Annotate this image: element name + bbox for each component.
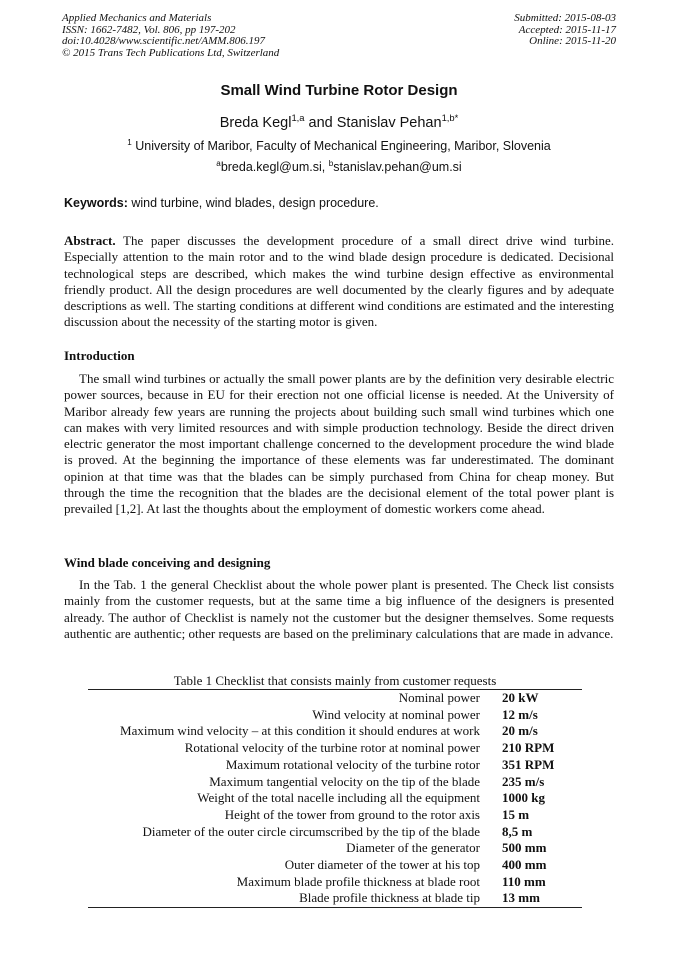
- requirement-value: 110 mm: [502, 873, 546, 889]
- wind-blade-heading: Wind blade conceiving and designing: [64, 555, 271, 570]
- table-row: [88, 723, 582, 740]
- requirement-value: 20 kW: [502, 690, 539, 705]
- copyright: © 2015 Trans Tech Publications Ltd, Switzerland: [62, 46, 280, 59]
- table-row: [88, 690, 582, 707]
- requirement-value: 500 mm: [502, 840, 547, 856]
- requirement-value: 210 RPM: [502, 740, 555, 756]
- table-row: [88, 824, 582, 841]
- abstract: [64, 233, 614, 331]
- table-row: [88, 757, 582, 774]
- authors: [0, 112, 678, 131]
- checklist-table: [88, 690, 582, 907]
- journal-info: [62, 13, 279, 59]
- dates-info: [514, 13, 616, 48]
- table-row: [88, 890, 582, 907]
- requirement-label: Outer diameter of the tower at his top: [284, 857, 480, 873]
- author-2-sup: 1,b*: [441, 112, 459, 124]
- table-bottom-rule: [88, 907, 582, 908]
- table-row: [88, 790, 582, 807]
- wind-blade-text: In the Tab. 1 the general Checklist about the whole power plant is presented. The Check list consists mainly from the customer requests, but at the same time a big influence of the designers is presented already. The author of Checklist is namely not the customer but the designer themselves. Some requests authentic are authentic; other requests are based on the preliminary calculations that are made in advance.: [64, 577, 614, 641]
- requirement-value: 13 mm: [502, 890, 540, 906]
- requirement-value: 1000 kg: [502, 790, 545, 806]
- keywords-text: wind turbine, wind blades, design procedure.: [127, 196, 379, 210]
- keywords-label: Keywords:: [64, 196, 128, 210]
- requirement-label: Maximum blade profile thickness at blade root: [236, 873, 480, 889]
- emails: [0, 160, 678, 174]
- requirement-label: Rotational velocity of the turbine rotor at nominal power: [184, 740, 480, 756]
- abstract-text: The paper discusses the development procedure of a small direct drive wind turbine. Especially attention to the main rotor and to the wind blade design procedure is dedicated. Decisional technological steps are described, which makes the wind turbine design effective as environmental friendly product. All the design procedures are well documented by the clearly figures and by adequate descriptions as well. The starting conditions at different wind conditions are estimated and the interesting discussion about the necessity of the starting motor is given.: [64, 233, 614, 330]
- keywords: [64, 196, 379, 210]
- requirement-value: 235 m/s: [502, 773, 545, 789]
- accepted-date: Accepted: 2015-11-17: [518, 23, 616, 36]
- table-row: [88, 840, 582, 857]
- table-row: [88, 874, 582, 891]
- requirement-value: 351 RPM: [502, 756, 555, 772]
- requirement-value: 400 mm: [502, 857, 547, 873]
- abstract-label: Abstract.: [64, 233, 116, 248]
- introduction-heading: Introduction: [64, 348, 135, 363]
- requirement-label: Maximum tangential velocity on the tip of the blade: [209, 773, 480, 789]
- author-2: Stanislav Pehan: [336, 115, 442, 131]
- email-a: breda.kegl@um.si,: [220, 160, 329, 174]
- table-caption: Table 1 Checklist that consists mainly from customer requests: [173, 673, 497, 688]
- affiliation: [0, 139, 678, 153]
- email-b-sup: b: [328, 158, 334, 168]
- author-1: Breda Kegl: [219, 115, 292, 131]
- affil-text: University of Maribor, Faculty of Mechanical Engineering, Maribor, Slovenia: [131, 139, 551, 153]
- requirement-label: Height of the tower from ground to the rotor axis: [224, 806, 480, 822]
- email-b: stanislav.pehan@um.si: [333, 160, 462, 174]
- online-date: Online: 2015-11-20: [529, 35, 616, 47]
- author-1-sup: 1,a: [291, 112, 305, 124]
- requirement-label: Wind velocity at nominal power: [312, 706, 480, 722]
- requirement-label: Nominal power: [398, 690, 480, 705]
- introduction-body: [64, 371, 614, 518]
- requirement-label: Diameter of the generator: [346, 840, 480, 856]
- journal-name: Applied Mechanics and Materials: [62, 12, 212, 24]
- requirement-label: Maximum rotational velocity of the turbine rotor: [225, 756, 480, 772]
- requirement-value: 15 m: [502, 806, 530, 822]
- table-row: [88, 857, 582, 874]
- email-a-sup: a: [216, 158, 221, 168]
- affil-sup: 1: [127, 137, 132, 147]
- paper-title: Small Wind Turbine Rotor Design: [220, 82, 458, 99]
- requirement-label: Weight of the total nacelle including all the equipment: [197, 790, 480, 806]
- wind-blade-body: [64, 577, 614, 642]
- requirement-value: 20 m/s: [502, 723, 538, 739]
- requirement-value: 8,5 m: [502, 823, 533, 839]
- submitted-date: Submitted: 2015-08-03: [514, 12, 616, 24]
- table-row: [88, 774, 582, 791]
- authors-and: and: [304, 115, 337, 131]
- requirement-label: Diameter of the outer circle circumscribed by the tip of the blade: [142, 823, 480, 839]
- table-row: [88, 807, 582, 824]
- requirement-label: Maximum wind velocity – at this condition it should endures at work: [120, 723, 480, 739]
- issn: ISSN: 1662-7482, Vol. 806, pp 197-202: [62, 23, 236, 36]
- table-row: [88, 707, 582, 724]
- requirement-label: Blade profile thickness at blade tip: [299, 890, 480, 906]
- introduction-text: The small wind turbines or actually the small power plants are by the definition very desirable electric power sources, because in EU for their erection not one official license is needed. At the University of Maribor already few years are running the projects about building such small wind turbines which one can makes with very limited resources and with simple production technology. Beside the direct driven electric generator the most important challenge concerned to the development procedure the wind blade is proved. At the beginning the importance of these elements was far underestimated. The dominant opinion at that time was that the blades can be simply purchased from China for cheap money. But through the time the recognition that the blades are the decisional element of the total power plant is prevailed [1,2]. At last the thoughts about the employment of domestic workers come ahead.: [64, 371, 614, 517]
- table-row: [88, 740, 582, 757]
- requirement-value: 12 m/s: [502, 706, 538, 722]
- doi: doi:10.4028/www.scientific.net/AMM.806.197: [62, 35, 265, 47]
